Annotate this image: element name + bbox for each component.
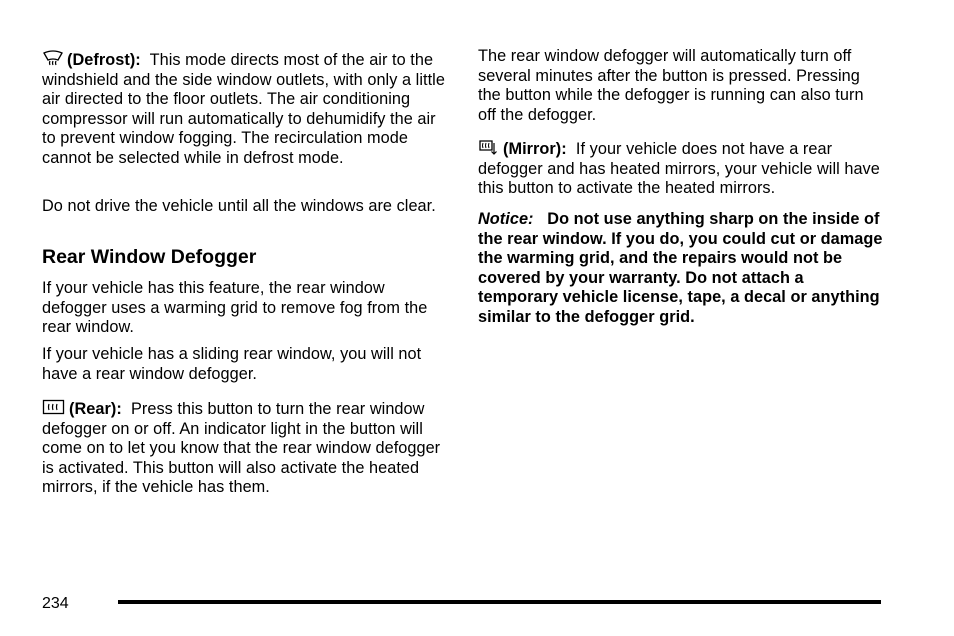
mirror-label: (Mirror): (503, 140, 567, 158)
warning-paragraph: Do not drive the vehicle until all the windows are clear. (42, 197, 436, 215)
defrost-text: This mode directs most of the air to the windshield and the side window outlets, with only a little air directed to the floor outlets. The air conditioning compressor will run automatically to dehumidify the air to prevent window fogging. The recirculation mode cannot be selected while in defrost mode. (42, 51, 445, 167)
heated-mirror-icon (478, 139, 500, 156)
defrost-label: (Defrost): (67, 51, 141, 69)
rear-defogger-intro: If your vehicle has this feature, the rear window defogger uses a warming grid to remove fog from the rear window. (42, 279, 428, 336)
footer-rule (118, 600, 881, 604)
auto-off-paragraph: The rear window defogger will automatically turn off several minutes after the button is pressed. Pressing the button while the defogger is running can also turn off the defogger. (478, 47, 864, 124)
notice-text: Do not use anything sharp on the inside of the rear window. If you do, you could cut or damage the warming grid, and the repairs would not be covered by your warranty. Do not attach a temporary vehicle license, tape, a decal or anything similar to the defogger grid. (478, 210, 883, 326)
defrost-icon (42, 50, 64, 67)
rear-paragraph (42, 399, 447, 498)
defrost-paragraph (42, 50, 447, 168)
rear-defogger-icon (42, 399, 66, 416)
notice-paragraph (478, 210, 883, 327)
mirror-paragraph (478, 139, 883, 199)
notice-label: Notice: (478, 210, 534, 228)
rear-label: (Rear): (69, 400, 122, 418)
mirror-text: If your vehicle does not have a rear defogger and has heated mirrors, your vehicle will have this button to activate the heated mirrors. (478, 140, 880, 197)
rear-text: Press this button to turn the rear window defogger on or off. An indicator light in the button will come on to let you know that the rear window defogger is activated. This button will also activate the heated mirrors, if the vehicle has them. (42, 400, 441, 496)
page-number: 234 (42, 595, 69, 612)
section-heading: Rear Window Defogger (42, 246, 257, 268)
sliding-window-paragraph: If your vehicle has a sliding rear window, you will not have a rear window defogger. (42, 345, 422, 383)
